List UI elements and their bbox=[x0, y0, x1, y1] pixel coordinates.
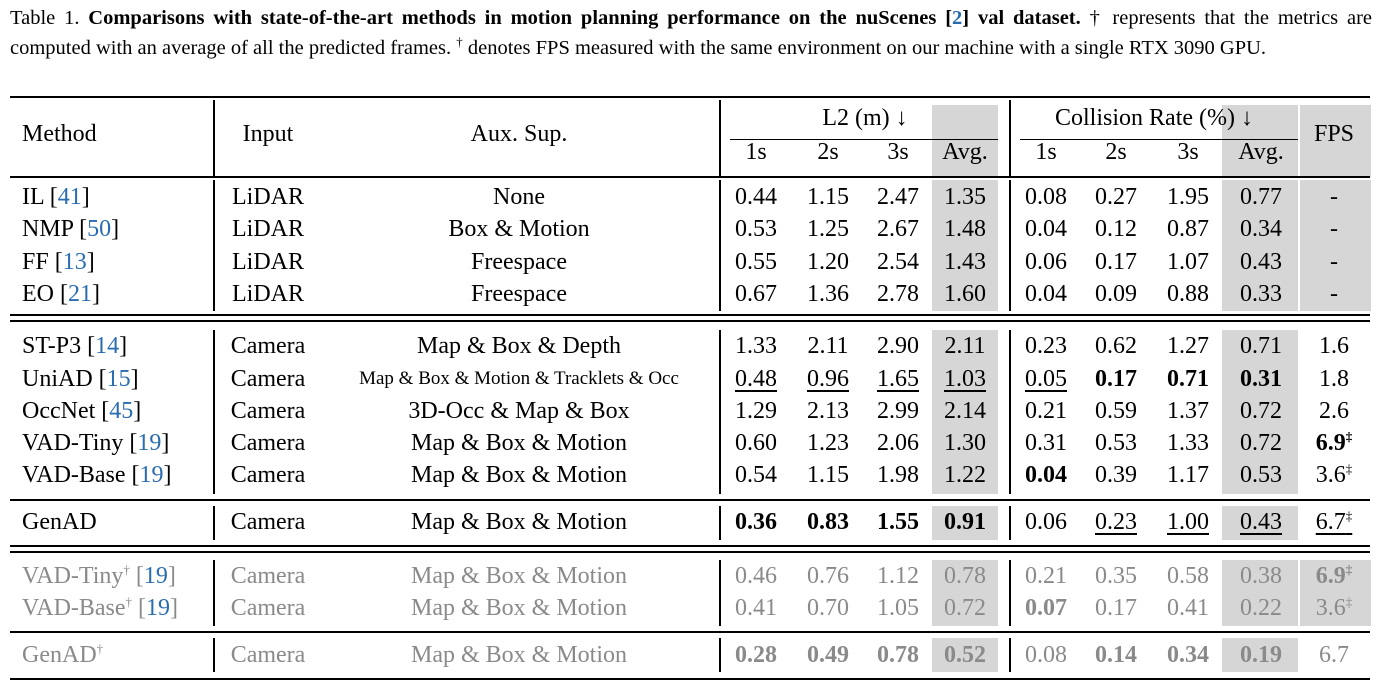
l2-value: 2.06 bbox=[877, 430, 919, 456]
method-cell bbox=[22, 507, 97, 537]
fps-value: - bbox=[1330, 281, 1338, 307]
l2-value: 1.23 bbox=[807, 430, 849, 456]
fps-value: 3.6 bbox=[1315, 462, 1346, 488]
table-rule bbox=[10, 499, 1370, 501]
l2-value: 1.33 bbox=[735, 333, 777, 359]
column-rule bbox=[213, 100, 215, 176]
column-rule bbox=[719, 180, 721, 311]
fps-value: 6.7 bbox=[1319, 642, 1349, 668]
collision-value: 0.08 bbox=[1025, 184, 1067, 210]
header-l2: L2 (m) ↓ bbox=[822, 105, 908, 131]
collision-value: 0.17 bbox=[1095, 366, 1137, 392]
caption-text-1: represents that the metrics are computed with an average of all the predicted frames. bbox=[10, 7, 1373, 59]
method-cell: OccNet [45] bbox=[22, 398, 142, 424]
l2-value: 0.44 bbox=[735, 184, 777, 210]
table-rule bbox=[10, 320, 1370, 322]
dagger-mark: † bbox=[123, 562, 130, 577]
fps-cell bbox=[1319, 396, 1349, 426]
method-cell: VAD-Tiny [19] bbox=[22, 430, 170, 456]
l2-value: 1.25 bbox=[807, 216, 849, 242]
aux-cell: Freespace bbox=[471, 249, 567, 275]
fps-value: 6.9 bbox=[1315, 563, 1346, 589]
header-input: Input bbox=[242, 121, 294, 147]
l2-value: 2.54 bbox=[877, 249, 919, 275]
collision-value: 0.23 bbox=[1095, 509, 1137, 535]
header-sub-7: Avg. bbox=[1238, 139, 1284, 165]
l2-value: 2.47 bbox=[877, 184, 919, 210]
fps-cell bbox=[1316, 428, 1353, 458]
collision-value: 0.62 bbox=[1095, 333, 1137, 359]
fps-cell bbox=[1319, 640, 1349, 670]
aux-cell: Map & Box & Motion bbox=[410, 509, 628, 535]
l2-value: 0.52 bbox=[944, 642, 986, 668]
header-sub-3: Avg. bbox=[942, 139, 988, 165]
l2-value: 0.53 bbox=[735, 216, 777, 242]
method-name: VAD-Tiny bbox=[22, 430, 124, 456]
fps-value: 1.8 bbox=[1319, 366, 1349, 392]
l2-value: 0.54 bbox=[735, 462, 777, 488]
header-sub-2: 3s bbox=[887, 139, 909, 165]
table-rule bbox=[10, 631, 1370, 633]
fps-value: 1.6 bbox=[1319, 333, 1349, 359]
column-rule bbox=[719, 506, 721, 540]
column-rule bbox=[1009, 330, 1011, 494]
column-rule bbox=[1009, 100, 1011, 176]
fps-cell bbox=[1316, 460, 1353, 490]
collision-value: 0.72 bbox=[1240, 398, 1282, 424]
input-cell: LiDAR bbox=[232, 281, 304, 307]
collision-value: 0.72 bbox=[1240, 430, 1282, 456]
input-cell: Camera bbox=[230, 430, 306, 456]
l2-value: 2.13 bbox=[807, 398, 849, 424]
aux-cell: Map & Box & Motion bbox=[410, 595, 628, 621]
l2-value: 1.15 bbox=[807, 184, 849, 210]
collision-value: 0.04 bbox=[1025, 216, 1067, 242]
collision-value: 1.17 bbox=[1167, 462, 1209, 488]
l2-value: 1.35 bbox=[944, 184, 986, 210]
l2-value: 1.55 bbox=[877, 509, 919, 535]
collision-value: 0.06 bbox=[1025, 249, 1067, 275]
l2-value: 0.72 bbox=[944, 595, 986, 621]
collision-value: 0.33 bbox=[1240, 281, 1282, 307]
l2-value: 0.78 bbox=[944, 563, 986, 589]
input-cell: Camera bbox=[230, 509, 306, 535]
method-cell: IL [41] bbox=[22, 184, 90, 210]
input-cell: LiDAR bbox=[232, 249, 304, 275]
double-dagger-mark: ‡ bbox=[1345, 562, 1353, 577]
fps-cell bbox=[1319, 364, 1349, 394]
aux-cell: Map & Box & Motion & Tracklets & Occ bbox=[359, 368, 679, 389]
collision-value: 1.37 bbox=[1167, 398, 1209, 424]
method-cell: NMP [50] bbox=[22, 216, 120, 242]
collision-value: 0.17 bbox=[1095, 249, 1137, 275]
l2-value: 0.48 bbox=[735, 366, 777, 392]
method-cell: ST-P3 [14] bbox=[22, 333, 128, 359]
collision-value: 0.43 bbox=[1240, 249, 1282, 275]
l2-value: 0.96 bbox=[807, 366, 849, 392]
column-rule bbox=[1009, 180, 1011, 311]
l2-value: 2.67 bbox=[877, 216, 919, 242]
l2-value: 1.48 bbox=[944, 216, 986, 242]
input-cell: LiDAR bbox=[232, 216, 304, 242]
column-rule bbox=[213, 638, 215, 672]
collision-value: 0.04 bbox=[1025, 281, 1067, 307]
table-rule bbox=[10, 96, 1370, 98]
header-sub-0: 1s bbox=[745, 139, 767, 165]
input-cell: Camera bbox=[230, 333, 306, 359]
method-name: UniAD bbox=[22, 366, 93, 392]
input-cell: Camera bbox=[230, 563, 306, 589]
citation-link[interactable]: 19 bbox=[137, 430, 162, 456]
column-rule bbox=[213, 330, 215, 494]
collision-value: 0.19 bbox=[1240, 642, 1282, 668]
l2-value: 2.11 bbox=[807, 333, 849, 359]
citation-link[interactable]: 45 bbox=[109, 398, 134, 424]
header-sub-5: 2s bbox=[1105, 139, 1127, 165]
l2-value: 1.05 bbox=[877, 595, 919, 621]
collision-value: 0.08 bbox=[1025, 642, 1067, 668]
header-fps: FPS bbox=[1313, 121, 1355, 147]
fps-cell bbox=[1330, 182, 1338, 212]
caption-dagger: † bbox=[1089, 7, 1104, 29]
collision-value: 0.41 bbox=[1167, 595, 1209, 621]
l2-value: 1.60 bbox=[944, 281, 986, 307]
collision-value: 0.21 bbox=[1025, 563, 1067, 589]
aux-cell: Freespace bbox=[471, 281, 567, 307]
fps-value: 6.7 bbox=[1315, 509, 1346, 535]
collision-value: 1.33 bbox=[1167, 430, 1209, 456]
collision-value: 0.17 bbox=[1095, 595, 1137, 621]
l2-value: 2.14 bbox=[944, 398, 986, 424]
method-name: OccNet bbox=[22, 398, 96, 424]
method-name: NMP bbox=[22, 216, 74, 242]
collision-value: 0.39 bbox=[1095, 462, 1137, 488]
method-cell: VAD-Base† [19] bbox=[22, 594, 179, 621]
aux-cell: Box & Motion bbox=[448, 216, 590, 242]
l2-value: 1.12 bbox=[877, 563, 919, 589]
l2-value: 0.76 bbox=[807, 563, 849, 589]
method-cell: VAD-Tiny† [19] bbox=[22, 562, 176, 589]
l2-value: 0.83 bbox=[807, 509, 849, 535]
citation-link[interactable]: 19 bbox=[146, 595, 171, 621]
collision-value: 0.21 bbox=[1025, 398, 1067, 424]
collision-value: 0.59 bbox=[1095, 398, 1137, 424]
table-rule bbox=[10, 314, 1370, 316]
collision-value: 1.00 bbox=[1167, 509, 1209, 535]
l2-value: 2.78 bbox=[877, 281, 919, 307]
method-name: EO bbox=[22, 281, 54, 307]
collision-value: 0.09 bbox=[1095, 281, 1137, 307]
caption-dagger-2: † bbox=[456, 34, 463, 50]
fps-value: - bbox=[1330, 249, 1338, 275]
header-aux: Aux. Sup. bbox=[470, 121, 568, 147]
header-collision: Collision Rate (%) ↓ bbox=[1055, 105, 1253, 131]
collision-value: 0.58 bbox=[1167, 563, 1209, 589]
citation-link[interactable]: 14 bbox=[95, 333, 120, 359]
header-sub-6: 3s bbox=[1177, 139, 1199, 165]
collision-value: 1.95 bbox=[1167, 184, 1209, 210]
collision-value: 0.12 bbox=[1095, 216, 1137, 242]
collision-value: 0.77 bbox=[1240, 184, 1282, 210]
input-cell: Camera bbox=[230, 398, 306, 424]
l2-value: 0.28 bbox=[735, 642, 777, 668]
citation-link[interactable]: 19 bbox=[143, 563, 168, 589]
collision-value: 0.35 bbox=[1095, 563, 1137, 589]
header-sub-4: 1s bbox=[1035, 139, 1057, 165]
method-name: GenAD bbox=[22, 509, 97, 535]
method-name: VAD-Tiny bbox=[22, 563, 124, 589]
collision-value: 0.53 bbox=[1240, 462, 1282, 488]
l2-value: 0.60 bbox=[735, 430, 777, 456]
double-dagger-mark: ‡ bbox=[1345, 508, 1353, 523]
l2-value: 1.98 bbox=[877, 462, 919, 488]
input-cell: LiDAR bbox=[232, 184, 304, 210]
aux-cell: 3D-Occ & Map & Box bbox=[408, 398, 630, 424]
l2-value: 1.20 bbox=[807, 249, 849, 275]
aux-cell: None bbox=[493, 184, 545, 210]
column-rule bbox=[213, 560, 215, 626]
column-rule bbox=[1009, 560, 1011, 626]
l2-value: 1.30 bbox=[944, 430, 986, 456]
l2-value: 0.46 bbox=[735, 563, 777, 589]
column-rule bbox=[719, 638, 721, 672]
citation-link[interactable]: 13 bbox=[62, 249, 87, 275]
l2-value: 1.03 bbox=[944, 366, 986, 392]
caption-ref-link[interactable]: 2 bbox=[952, 7, 963, 29]
l2-value: 0.49 bbox=[807, 642, 849, 668]
fps-value: - bbox=[1330, 184, 1338, 210]
double-dagger-mark: ‡ bbox=[1345, 594, 1353, 609]
column-rule bbox=[1009, 506, 1011, 540]
fps-value: - bbox=[1330, 216, 1338, 242]
method-name: IL bbox=[22, 184, 44, 210]
table-rule bbox=[10, 545, 1370, 547]
fps-value: 6.9 bbox=[1315, 430, 1346, 456]
dagger-mark: † bbox=[125, 594, 133, 609]
aux-cell: Map & Box & Motion bbox=[410, 430, 628, 456]
aux-cell: Map & Box & Depth bbox=[417, 333, 621, 359]
l2-value: 0.91 bbox=[944, 509, 986, 535]
l2-value: 1.29 bbox=[735, 398, 777, 424]
collision-value: 0.06 bbox=[1025, 509, 1067, 535]
fps-cell bbox=[1319, 331, 1349, 361]
collision-value: 0.27 bbox=[1095, 184, 1137, 210]
aux-cell: Map & Box & Motion bbox=[410, 642, 628, 668]
fps-cell bbox=[1316, 593, 1353, 623]
collision-value: 0.34 bbox=[1240, 216, 1282, 242]
double-dagger-mark: ‡ bbox=[1345, 429, 1353, 444]
fps-value: 3.6 bbox=[1315, 595, 1346, 621]
input-cell: Camera bbox=[230, 462, 306, 488]
method-cell bbox=[22, 640, 103, 670]
method-cell: UniAD [15] bbox=[22, 366, 139, 392]
method-name: GenAD bbox=[22, 642, 97, 668]
aux-cell: Map & Box & Motion bbox=[410, 563, 628, 589]
collision-value: 0.14 bbox=[1095, 642, 1137, 668]
fps-cell bbox=[1330, 247, 1338, 277]
fps-value: 2.6 bbox=[1319, 398, 1349, 424]
l2-value: 1.65 bbox=[877, 366, 919, 392]
l2-value: 2.99 bbox=[877, 398, 919, 424]
collision-value: 1.07 bbox=[1167, 249, 1209, 275]
method-name: VAD-Base bbox=[22, 595, 126, 621]
citation-link[interactable]: 41 bbox=[57, 184, 82, 210]
collision-value: 1.27 bbox=[1167, 333, 1209, 359]
aux-cell: Map & Box & Motion bbox=[410, 462, 628, 488]
table-rule bbox=[10, 678, 1370, 680]
l2-value: 0.67 bbox=[735, 281, 777, 307]
caption-text-2: denotes FPS measured with the same environment on our machine with a single RTX 3090 GPU. bbox=[467, 37, 1267, 59]
collision-value: 0.87 bbox=[1167, 216, 1209, 242]
citation-link[interactable]: 50 bbox=[87, 216, 112, 242]
collision-value: 0.34 bbox=[1167, 642, 1209, 668]
l2-value: 0.55 bbox=[735, 249, 777, 275]
dagger-mark: † bbox=[96, 641, 104, 656]
header-method: Method bbox=[22, 121, 97, 147]
method-cell: VAD-Base [19] bbox=[22, 462, 172, 488]
collision-value: 0.71 bbox=[1167, 366, 1209, 392]
collision-value: 0.04 bbox=[1025, 462, 1067, 488]
caption-label: Table 1. bbox=[10, 7, 80, 29]
method-cell: FF [13] bbox=[22, 249, 95, 275]
method-cell: EO [21] bbox=[22, 281, 100, 307]
collision-value: 0.05 bbox=[1025, 366, 1067, 392]
l2-value: 1.43 bbox=[944, 249, 986, 275]
column-rule bbox=[213, 506, 215, 540]
l2-value: 0.41 bbox=[735, 595, 777, 621]
l2-value: 1.22 bbox=[944, 462, 986, 488]
table-rule bbox=[10, 551, 1370, 553]
collision-value: 0.53 bbox=[1095, 430, 1137, 456]
fps-cell bbox=[1316, 507, 1353, 537]
collision-value: 0.38 bbox=[1240, 563, 1282, 589]
input-cell: Camera bbox=[230, 595, 306, 621]
collision-value: 0.31 bbox=[1240, 366, 1282, 392]
column-rule bbox=[213, 180, 215, 311]
input-cell: Camera bbox=[230, 642, 306, 668]
fps-cell bbox=[1316, 561, 1353, 591]
l2-value: 1.15 bbox=[807, 462, 849, 488]
collision-value: 0.71 bbox=[1240, 333, 1282, 359]
header-sub-1: 2s bbox=[817, 139, 839, 165]
table-rule bbox=[10, 176, 1370, 178]
input-cell: Camera bbox=[230, 366, 306, 392]
citation-link[interactable]: 21 bbox=[68, 281, 92, 307]
collision-value: 0.31 bbox=[1025, 430, 1067, 456]
l2-value: 0.78 bbox=[877, 642, 919, 668]
citation-link[interactable]: 15 bbox=[106, 366, 131, 392]
l2-value: 1.36 bbox=[807, 281, 849, 307]
collision-value: 0.88 bbox=[1167, 281, 1209, 307]
method-name: VAD-Base bbox=[22, 462, 126, 488]
fps-cell bbox=[1330, 279, 1338, 309]
collision-value: 0.07 bbox=[1025, 595, 1067, 621]
method-name: ST-P3 bbox=[22, 333, 82, 359]
l2-value: 2.11 bbox=[944, 333, 986, 359]
column-rule bbox=[719, 100, 721, 176]
fps-cell bbox=[1330, 214, 1338, 244]
column-rule bbox=[719, 330, 721, 494]
l2-value: 0.36 bbox=[735, 509, 777, 535]
l2-value: 0.70 bbox=[807, 595, 849, 621]
caption-title: Comparisons with state-of-the-art methods in motion planning performance on the nuScenes [2] val dataset. bbox=[88, 7, 1081, 29]
collision-value: 0.43 bbox=[1240, 509, 1282, 535]
collision-value: 0.23 bbox=[1025, 333, 1067, 359]
double-dagger-mark: ‡ bbox=[1345, 461, 1353, 476]
column-rule bbox=[719, 560, 721, 626]
column-rule bbox=[1009, 638, 1011, 672]
l2-value: 2.90 bbox=[877, 333, 919, 359]
collision-value: 0.22 bbox=[1240, 595, 1282, 621]
method-name: FF bbox=[22, 249, 49, 275]
citation-link[interactable]: 19 bbox=[139, 462, 164, 488]
